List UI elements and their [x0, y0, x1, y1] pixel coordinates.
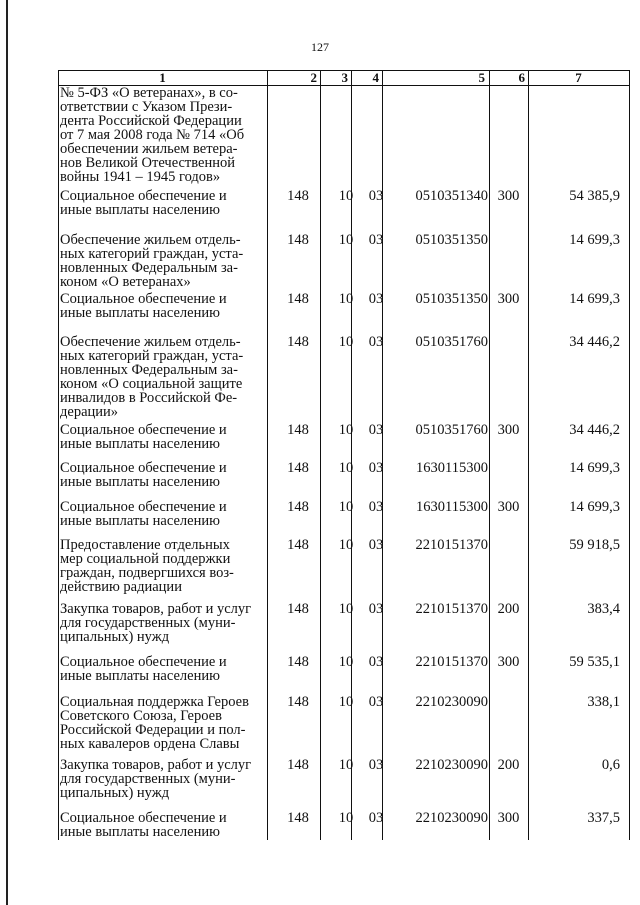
col-border	[267, 70, 268, 840]
row-code: 148	[287, 460, 309, 476]
page-number: 127	[311, 40, 329, 54]
row-subsection: 03	[368, 601, 384, 617]
page-edge-line	[6, 0, 8, 905]
row-subsection: 03	[368, 499, 384, 515]
row-expense-type: 200	[497, 757, 520, 773]
row-description: Обеспечение жильем отдель- ных категорий граждан, уста- новленных Федеральным за- коном «О социальной защите инвалидов в Российской Фе- дерации»	[60, 334, 244, 420]
row-section: 10	[338, 291, 354, 307]
row-amount: 338,1	[587, 694, 620, 710]
row-section: 10	[338, 537, 354, 553]
row-expense-type: 300	[497, 499, 520, 515]
row-section: 10	[338, 694, 354, 710]
row-subsection: 03	[368, 537, 384, 553]
header-col-6: 6	[518, 70, 525, 85]
row-amount: 14 699,3	[569, 291, 620, 307]
row-subsection: 03	[368, 188, 384, 204]
row-subsection: 03	[368, 810, 384, 826]
row-description: Предоставление отдельных мер социальной поддержки граждан, подвергшихся воз- действию радиации	[60, 537, 234, 595]
col-border	[320, 70, 321, 840]
row-target-article: 0510351350	[415, 291, 488, 307]
row-code: 148	[287, 422, 309, 438]
row-code: 148	[287, 810, 309, 826]
row-target-article: 0510351760	[415, 422, 488, 438]
row-target-article: 2210151370	[415, 601, 488, 617]
row-expense-type: 300	[497, 810, 520, 826]
col-border	[351, 70, 352, 840]
row-amount: 34 446,2	[569, 422, 620, 438]
row-target-article: 0510351350	[415, 232, 488, 248]
row-amount: 0,6	[601, 757, 620, 773]
row-code: 148	[287, 499, 309, 515]
row-target-article: 1630115300	[416, 460, 488, 476]
row-target-article: 0510351760	[415, 334, 488, 350]
row-description: Закупка товаров, работ и услуг для государственных (муни- ципальных) нужд	[60, 601, 252, 645]
row-code: 148	[287, 694, 309, 710]
row-amount: 14 699,3	[569, 499, 620, 515]
row-amount: 14 699,3	[569, 460, 620, 476]
row-code: 148	[287, 188, 309, 204]
row-description: Социальная поддержка Героев Советского Союза, Героев Российской Федерации и пол- ных кавалеров ордена Славы	[60, 694, 249, 752]
row-subsection: 03	[368, 694, 384, 710]
row-subsection: 03	[368, 334, 384, 350]
row-section: 10	[338, 422, 354, 438]
row-description: Социальное обеспечение и иные выплаты населению	[60, 499, 227, 529]
row-subsection: 03	[368, 654, 384, 670]
row-description: Социальное обеспечение и иные выплаты населению	[60, 654, 227, 684]
row-subsection: 03	[368, 291, 384, 307]
row-description: Социальное обеспечение и иные выплаты населению	[60, 422, 227, 452]
col-border	[58, 70, 59, 840]
header-col-4: 4	[372, 70, 379, 85]
row-expense-type: 300	[497, 654, 520, 670]
header-col-1: 1	[159, 70, 166, 85]
row-description: Социальное обеспечение и иные выплаты населению	[60, 291, 227, 321]
row-section: 10	[338, 654, 354, 670]
row-expense-type: 300	[497, 291, 520, 307]
row-subsection: 03	[368, 460, 384, 476]
header-col-3: 3	[341, 70, 348, 85]
row-section: 10	[338, 334, 354, 350]
row-amount: 383,4	[587, 601, 620, 617]
row-expense-type: 300	[497, 188, 520, 204]
row-target-article: 1630115300	[416, 499, 488, 515]
row-subsection: 03	[368, 422, 384, 438]
row-description: Социальное обеспечение и иные выплаты населению	[60, 188, 227, 218]
row-target-article: 2210230090	[415, 757, 488, 773]
row-amount: 337,5	[587, 810, 620, 826]
row-subsection: 03	[368, 232, 384, 248]
row-section: 10	[338, 499, 354, 515]
row-description: Социальное обеспечение и иные выплаты населению	[60, 460, 227, 490]
row-code: 148	[287, 601, 309, 617]
row-description: Закупка товаров, работ и услуг для государственных (муни- ципальных) нужд	[60, 757, 252, 801]
row-code: 148	[287, 291, 309, 307]
col-border	[629, 70, 630, 840]
header-col-7: 7	[575, 70, 582, 85]
row-amount: 59 918,5	[569, 537, 620, 553]
row-amount: 34 446,2	[569, 334, 620, 350]
row-target-article: 2210151370	[415, 537, 488, 553]
row-subsection: 03	[368, 757, 384, 773]
budget-table	[58, 70, 630, 840]
row-description: Социальное обеспечение и иные выплаты населению	[60, 810, 227, 840]
row-section: 10	[338, 810, 354, 826]
row-section: 10	[338, 601, 354, 617]
row-expense-type: 200	[497, 601, 520, 617]
row-section: 10	[338, 460, 354, 476]
col-border	[489, 70, 490, 840]
row-amount: 14 699,3	[569, 232, 620, 248]
row-code: 148	[287, 757, 309, 773]
row-code: 148	[287, 232, 309, 248]
row-target-article: 2210151370	[415, 654, 488, 670]
row-amount: 54 385,9	[569, 188, 620, 204]
row-code: 148	[287, 654, 309, 670]
col-border	[528, 70, 529, 840]
row-description: Обеспечение жильем отдель- ных категорий граждан, уста- новленных Федеральным за- коном «О ветеранах»	[60, 232, 244, 290]
row-amount: 59 535,1	[569, 654, 620, 670]
row-section: 10	[338, 188, 354, 204]
row-target-article: 2210230090	[415, 810, 488, 826]
row-section: 10	[338, 232, 354, 248]
row-description: № 5-ФЗ «О ветеранах», в со- ответствии с Указом Прези- дента Российской Федерации от 7 мая 2008 года № 714 «Об обеспечении жильем ветера- нов Великой Отечественной войны 1941 – 1945 годов»	[60, 85, 245, 185]
row-target-article: 0510351340	[415, 188, 488, 204]
row-section: 10	[338, 757, 354, 773]
header-col-5: 5	[478, 70, 485, 85]
row-code: 148	[287, 537, 309, 553]
header-col-2: 2	[310, 70, 317, 85]
row-target-article: 2210230090	[415, 694, 488, 710]
row-expense-type: 300	[497, 422, 520, 438]
row-code: 148	[287, 334, 309, 350]
col-border	[382, 70, 383, 840]
